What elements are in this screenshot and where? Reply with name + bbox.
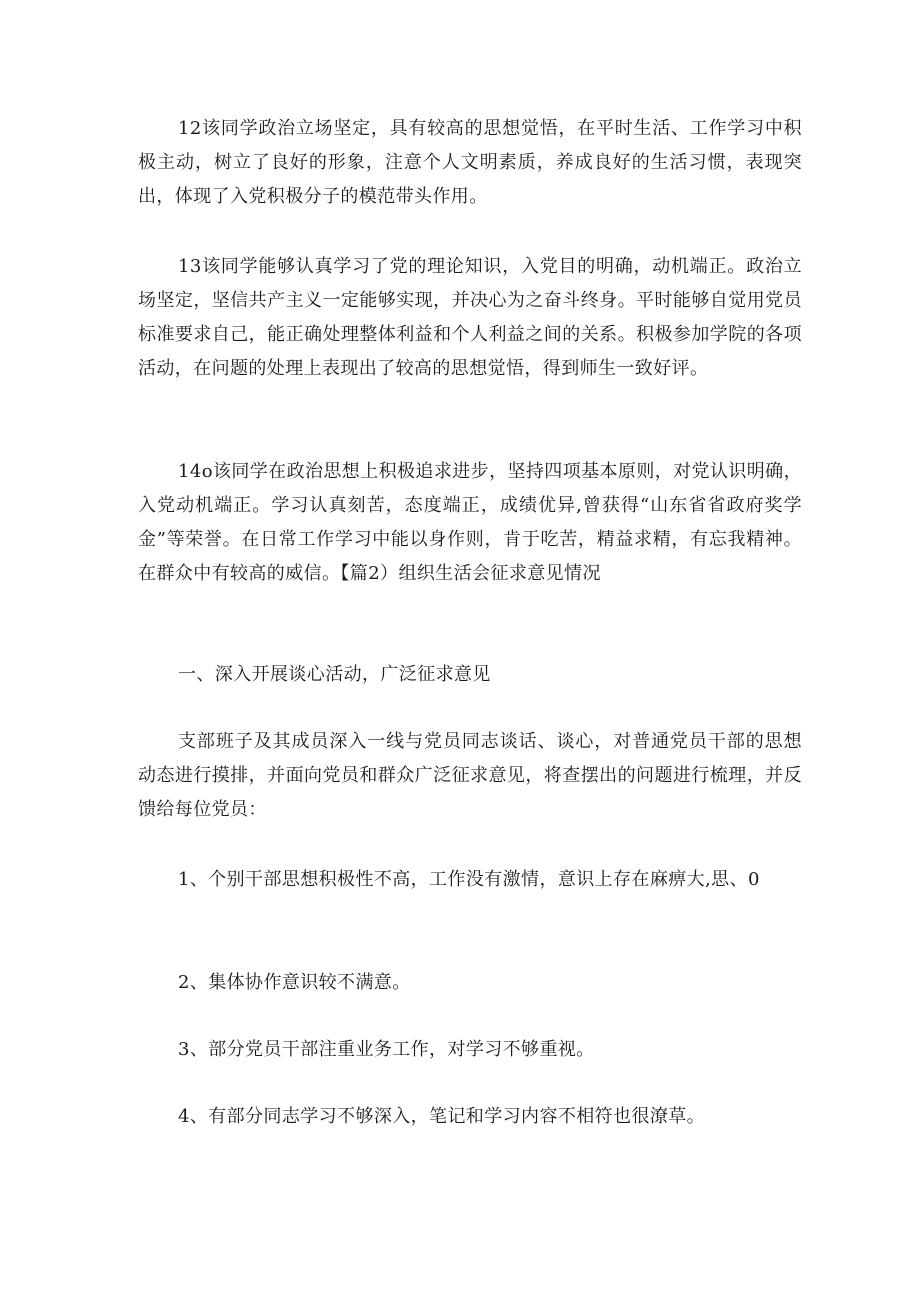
paragraph-branch-talks: 支部班子及其成员深入一线与党员同志谈话、谈心，对普通党员干部的思想动态进行摸排，并面向党员和群众广泛征求意见，将查摆出的问题进行梳理，并反馈给每位党员： bbox=[138, 731, 802, 820]
paragraph-14: 14o该同学在政治思想上积极追求进步，坚持四项基本原则，对党认识明确，入党动机端正。学习认真刻苦，态度端正，成绩优异,曾获得“山东省省政府奖学金”等荣誉。在日常工作学习中能以身作则，肯于吃苦，精益求精，有忘我精神。在群众中有较高的威信。【篇2）组织生活会征求意见情况 bbox=[138, 461, 802, 584]
paragraph-12: 12该同学政治立场坚定，具有较高的思想觉悟，在平时生活、工作学习中积极主动，树立了良好的形象，注意个人文明素质，养成良好的生活习惯，表现突出，体现了入党积极分子的模范带头作用。 bbox=[138, 118, 802, 207]
list-item-3: 3、部分党员干部注重业务工作，对学习不够重视。 bbox=[178, 1039, 595, 1060]
list-item-4: 4、有部分同志学习不够深入，笔记和学习内容不相符也很潦草。 bbox=[178, 1106, 706, 1127]
section-heading-1: 一、深入开展谈心活动，广泛征求意见 bbox=[178, 664, 491, 685]
list-item-1: 1、个别干部思想积极性不高，工作没有激情，意识上存在麻痹大,思、0 bbox=[178, 869, 760, 890]
paragraph-13: 13该同学能够认真学习了党的理论知识，入党目的明确，动机端正。政治立场坚定，坚信共产主义一定能够实现，并决心为之奋斗终身。平时能够自觉用党员标准要求自己，能正确处理整体利益和个人利益之间的关系。积极参加学院的各项活动，在问题的处理上表现出了较高的思想觉悟，得到师生一致好评。 bbox=[138, 256, 802, 379]
list-item-2: 2、集体协作意识较不满意。 bbox=[178, 972, 411, 993]
